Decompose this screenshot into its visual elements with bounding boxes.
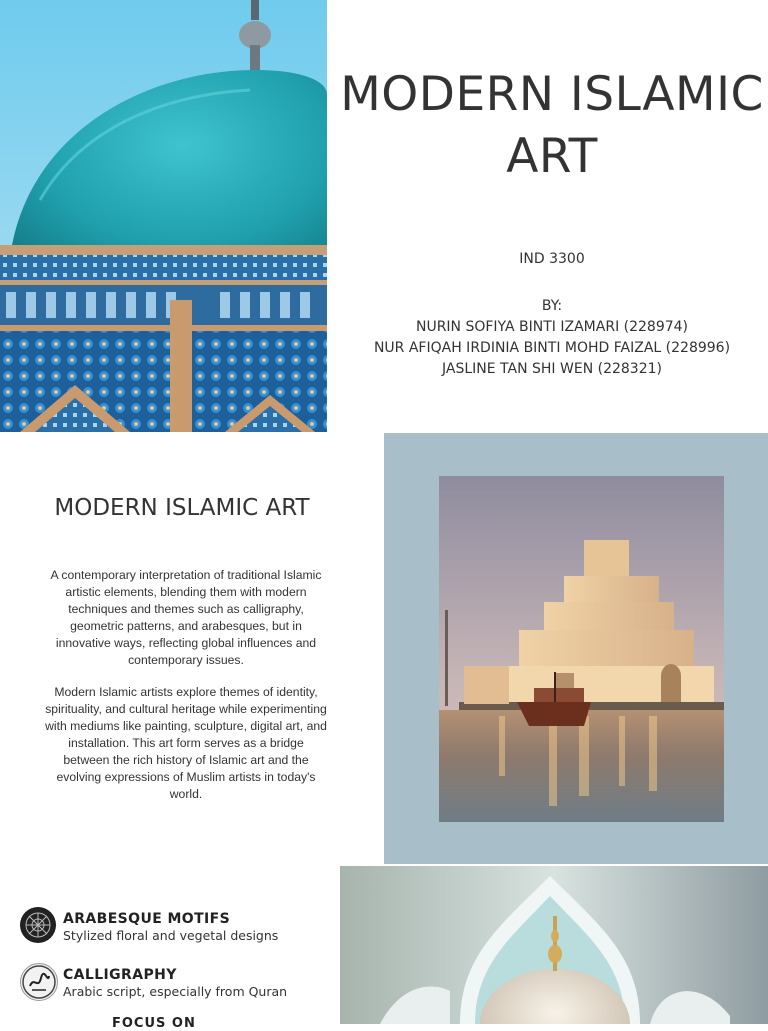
- author-name: NURIN SOFIYA BINTI IZAMARI (228974): [415, 319, 689, 335]
- dome-photo: [0, 0, 327, 432]
- calligraphy-icon: [20, 963, 58, 1001]
- section-paragraph: A contemporary interpretation of traditional Islamic artistic elements, blending them with modern techniques and themes such as calligraphy, geometric patterns, and arabesques, but in innovative ways, reflecting global influences and contemporary issues.: [50, 568, 322, 667]
- section-heading: MODERN ISLAMIC ART: [54, 495, 310, 521]
- arabesque-icon: [20, 907, 56, 943]
- course-code: IND 3300: [519, 251, 585, 267]
- feature-description: Stylized floral and vegetal designs: [63, 928, 279, 943]
- focus-heading: FOCUS ON: [112, 1016, 196, 1031]
- dome-illustration: [0, 0, 327, 432]
- feature-title: ARABESQUE MOTIFS: [63, 911, 231, 927]
- museum-photo: [439, 476, 724, 822]
- author-name: JASLINE TAN SHI WEN (228321): [442, 361, 662, 377]
- feature-title: CALLIGRAPHY: [63, 967, 177, 983]
- page-title: MODERN ISLAMIC ART: [340, 67, 764, 184]
- museum-illustration: [439, 476, 724, 822]
- by-label: BY:: [541, 298, 563, 314]
- author-name: NUR AFIQAH IRDINIA BINTI MOHD FAIZAL (228996): [373, 340, 731, 356]
- section-paragraph: Modern Islamic artists explore themes of identity, spirituality, and cultural heritage while experimenting with mediums like painting, sculpture, digital art, and installation. This art form serves as a bridge between the rich history of Islamic art and the evolving expressions of Muslim artists in today's world.: [45, 685, 327, 801]
- feature-description: Arabic script, especially from Quran: [63, 984, 288, 999]
- section-body: [44, 567, 328, 818]
- author-block: [330, 296, 768, 380]
- arch-illustration: [340, 866, 768, 1024]
